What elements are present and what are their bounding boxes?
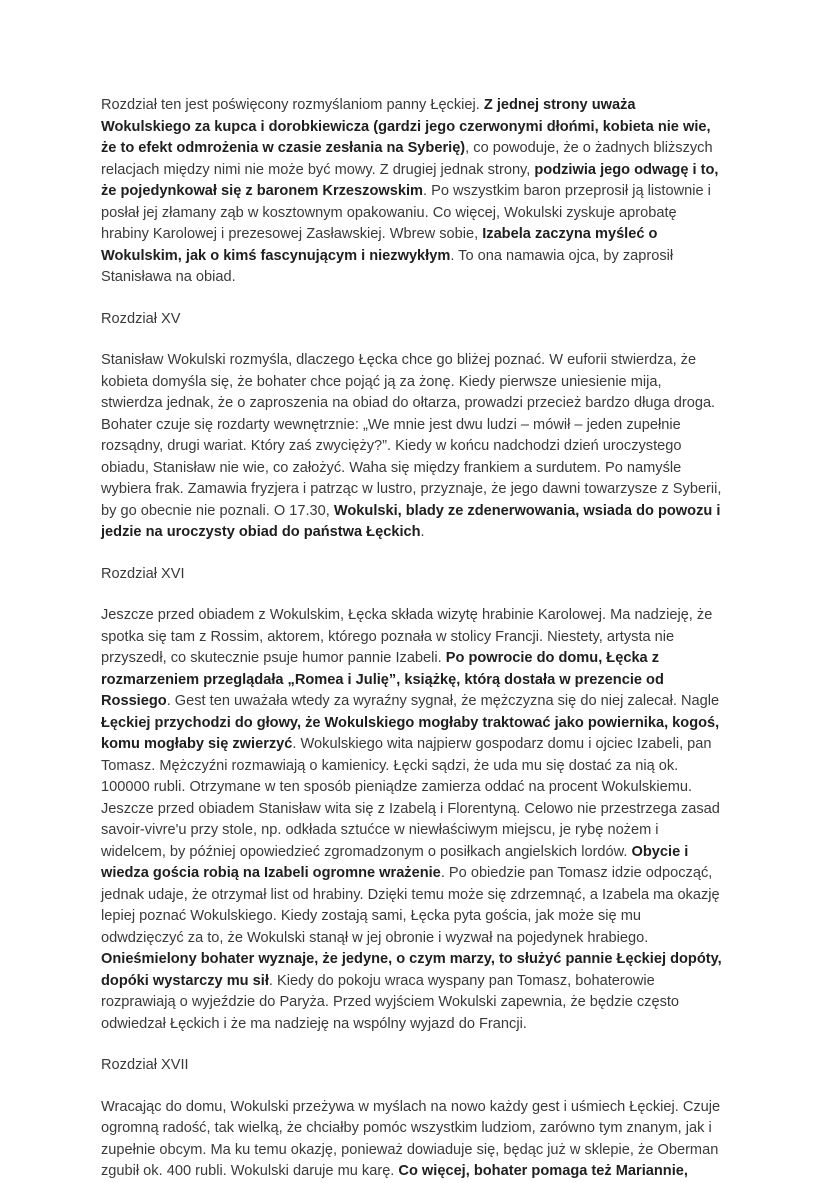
chapter-heading: Rozdział XVII <box>101 1057 189 1073</box>
bold-text-run: Co więcej, bohater pomaga też Mariannie, <box>398 1163 688 1179</box>
text-run: Rozdział ten jest poświęcony rozmyślaniom panny Łęckiej. <box>101 97 484 113</box>
bold-text-run: Łęckiej przychodzi do głowy, że Wokulskiego mogłaby traktować jako powiernika, kogoś, komu mogłaby się zwierzyć <box>101 714 720 752</box>
chapter-paragraph <box>101 1097 724 1183</box>
text-run: . Po obiedzie pan Tomasz idzie odpocząć, jednak udaje, że otrzymał list od hrabiny. Dzięki temu może się zdrzemnąć, a Izabela ma okazję lepiej poznać Wokulskiego. Kiedy zostają sami, Łęcka pyta gościa, jak może się mu odwdzięczyć za to, że Wokulski stanął w jej obronie i wyzwał na pojedynek hrabiego. <box>101 865 720 946</box>
text-run: Wracając do domu, Wokulski przeżywa w myślach na nowo każdy gest i uśmiech Łęckiej. Czuje ogromną radość, tak wielką, że chciałby pomóc wszystkim ludziom, zarówno tym znanym, jak i zupełnie obcym. Ma ku temu okazję, ponieważ dowiaduje się, będąc już w sklepie, że Oberman zgubił ok. 400 rubli. Wokulski daruje mu karę. <box>101 1098 721 1179</box>
bold-text-run: Po powrocie do domu, Łęcka z rozmarzeniem przeglądała „Romea i Julię”, książkę, którą dostała w prezencie od Rossiego <box>101 650 664 709</box>
text-run: Jeszcze przed obiadem z Wokulskim, Łęcka składa wizytę hrabinie Karolowej. Ma nadzieję, że spotka się tam z Rossim, aktorem, którego poznała w stolicy Francji. Niestety, artysta nie przyszedł, co skutecznie psuje humor pannie Izabeli. <box>101 607 713 666</box>
bold-text-run: Onieśmielony bohater wyznaje, że jedyne, o czym marzy, to służyć pannie Łęckiej dopóty, dopóki wystarczy mu sił <box>101 951 722 989</box>
bold-text-run: podziwia jego odwagę i to, że pojedynkował się z baronem Krzeszowskim <box>101 161 719 199</box>
text-run: . <box>420 524 425 540</box>
chapter-heading: Rozdział XV <box>101 310 181 327</box>
chapters <box>101 309 724 1183</box>
text-run: . To ona namawia ojca, by zaprosił Stanisława na obiad. <box>101 247 674 285</box>
chapter-heading: Rozdział XVI <box>101 565 185 582</box>
text-run: . Kiedy do pokoju wraca wyspany pan Tomasz, bohaterowie rozprawiają o wyjeździe do Paryża. Przed wyjściem Wokulski zapewnia, że będzie często odwiedzał Łęckich i że ma nadzieję na wspólny wyjazd do Francji. <box>101 972 680 1032</box>
bold-text-run: Wokulski, blady ze zdenerwowania, wsiada do powozu i jedzie na uroczysty obiad do państwa Łęckich <box>101 502 721 540</box>
text-run: . Wokulskiego wita najpierw gospodarz domu i ojciec Izabeli, pan Tomasz. Mężczyźni rozmawiają o kamienicy. Łęcki sądzi, że uda mu się dostać za nią ok. 100000 rubli. Otrzymane w ten sposób pieniądze zamierza oddać na procent Wokulskiemu. Jeszcze przed obiadem Stanisław wita się z Izabelą i Florentyną. Celowo nie przestrzega zasad savoir-vivre'u przy stole, np. odkłada sztućce w niewłaściwym miejscu, je rybę nożem i widelcem, by później opowiedzieć zgromadzonym o posiłkach angielskich lordów. <box>101 736 720 860</box>
chapter-paragraph <box>101 605 724 1035</box>
text-run: , co powoduje, że o żadnych bliższych relacjach między nimi nie może być mowy. Z drugiej jednak strony, <box>101 140 713 178</box>
bold-text-run: Obycie i wiedza gościa robią na Izabeli ogromne wrażenie <box>101 843 689 881</box>
text-run: Stanisław Wokulski rozmyśla, dlaczego Łęcka chce go bliżej poznać. W euforii stwierdza, że kobieta domyśla się, że bohater chce pojąć ją za żonę. Kiedy pierwsze uniesienie mija, stwierdza jednak, że o zaproszenia na obiad do ołtarza, prowadzi przecież bardzo długa droga. Bohater czuje się rozdarty wewnętrznie: „We mnie jest dwu ludzi – mówił – jeden zupełnie rozsądny, drugi wariat. Który zaś zwycięży?”. Kiedy w końcu nadchodzi dzień uroczystego obiadu, Stanisław nie wie, co założyć. Waha się między frankiem a surdutem. Po namyśle wybiera frak. Zamawia fryzjera i patrząc w lustro, przyznaje, że jego dawni towarzysze z Syberii, by go obecnie nie poznali. O 17.30, <box>101 352 722 519</box>
bold-text-run: Izabela zaczyna myśleć o Wokulskim, jak o kimś fascynującym i niezwykłym <box>101 226 658 264</box>
intro-paragraph <box>101 95 724 289</box>
text-run: . Gest ten uważała wtedy za wyraźny sygnał, że mężczyzna się do niej zalecał. Nagle <box>166 693 720 709</box>
bold-text-run: Z jednej strony uważa Wokulskiego za kupca i dorobkiewicza (gardzi jego czerwonymi dłońmi, kobieta nie wie, że to efekt odmrożenia w czasie zesłania na Syberię) <box>101 97 711 156</box>
text-run: . Po wszystkim baron przeprosił ją listownie i posłał jej złamany ząb w kosztownym opakowaniu. Co więcej, Wokulski zyskuje aprobatę hrabiny Karolowej i prezesowej Zasławskiej. Wbrew sobie, <box>101 183 711 242</box>
chapter-paragraph <box>101 350 724 544</box>
